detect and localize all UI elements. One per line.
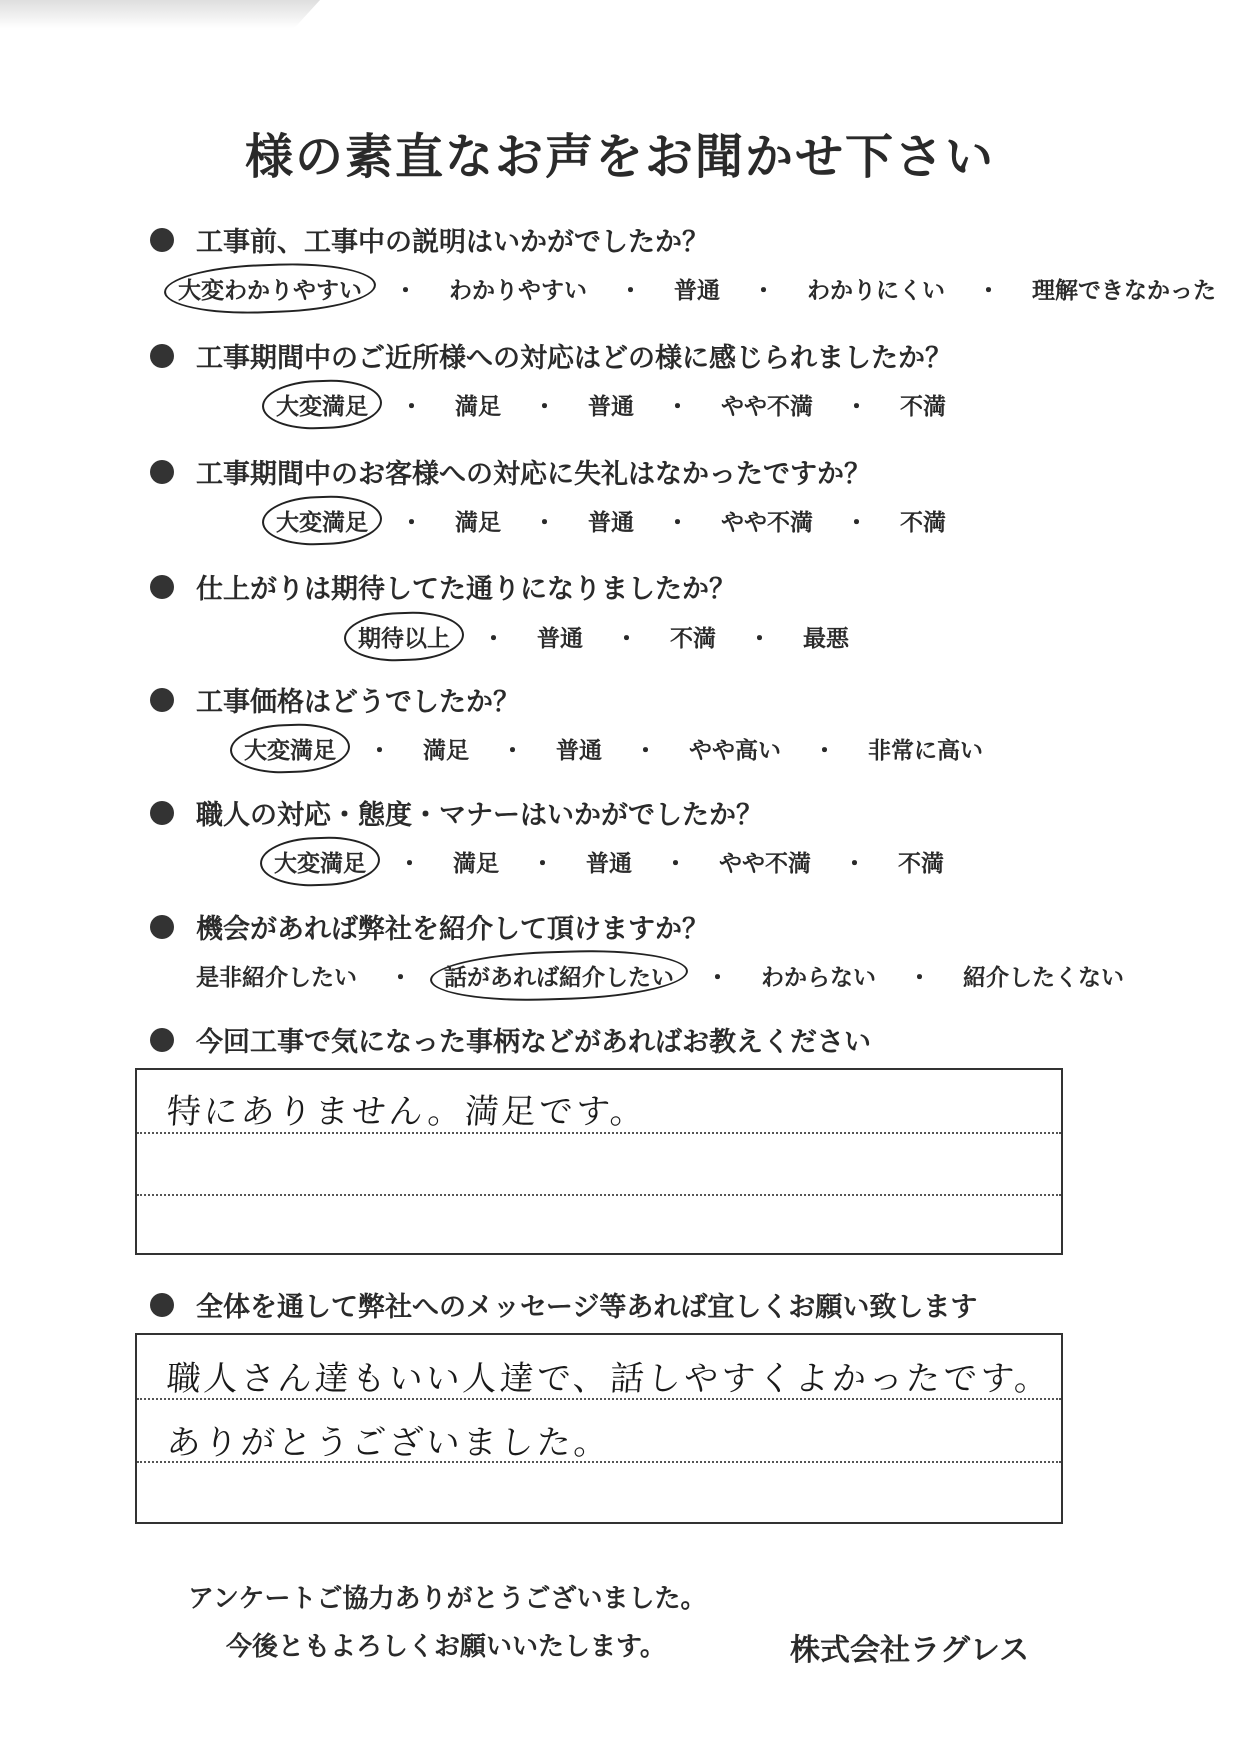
footer-thanks-line-2: 今後ともよろしくお願いいたします。: [226, 1632, 666, 1662]
handwritten-comment-line: ありがとうございました。: [165, 1423, 613, 1463]
comment-2-question-text: 全体を通して弊社へのメッセージ等あれば宜しくお願い致します: [196, 1292, 978, 1323]
bullet-icon: [150, 228, 174, 252]
separator: ・: [748, 626, 771, 652]
ruled-line: [137, 1194, 1061, 1196]
bullet-icon: [150, 1028, 174, 1052]
separator: ・: [843, 851, 866, 877]
question-1-options: [172, 270, 1222, 307]
option[interactable]: 普通: [556, 738, 602, 764]
separator: ・: [368, 738, 391, 764]
separator: ・: [706, 965, 729, 991]
option[interactable]: 普通: [537, 626, 583, 652]
option[interactable]: やや不満: [721, 394, 813, 420]
option[interactable]: やや不満: [719, 851, 811, 877]
question-2-text: 工事期間中のご近所様への対応はどの様に感じられましたか？: [196, 343, 952, 374]
question-4: [150, 567, 736, 606]
option[interactable]: 満足: [423, 738, 469, 764]
option[interactable]: わからない: [761, 965, 876, 991]
option-selected[interactable]: 大変満足: [270, 502, 374, 539]
question-5: [150, 680, 520, 719]
option[interactable]: 普通: [674, 278, 720, 304]
question-1-text: 工事前、工事中の説明はいかがでしたか？: [196, 227, 709, 258]
separator: ・: [666, 510, 689, 536]
bullet-icon: [150, 344, 174, 368]
option[interactable]: 不満: [900, 394, 946, 420]
page-title: 様の素直なお声をお聞かせ下さい: [244, 129, 995, 185]
option[interactable]: わかりやすい: [449, 278, 587, 304]
option[interactable]: 普通: [588, 394, 634, 420]
option[interactable]: 不満: [898, 851, 944, 877]
question-7: [150, 907, 709, 946]
question-2: [150, 336, 952, 375]
option[interactable]: 普通: [586, 851, 632, 877]
bullet-icon: [150, 575, 174, 599]
option-selected[interactable]: 大変満足: [270, 386, 374, 423]
separator: ・: [977, 278, 1000, 304]
footer-thanks-line-1: アンケートご協力ありがとうございました。: [188, 1584, 707, 1614]
separator: ・: [666, 394, 689, 420]
comment-2-question: [150, 1285, 977, 1324]
option[interactable]: 理解できなかった: [1032, 278, 1216, 304]
option[interactable]: 是非紹介したい: [196, 965, 357, 991]
question-5-options: [238, 730, 989, 767]
separator: ・: [634, 738, 657, 764]
question-6-text: 職人の対応・態度・マナーはいかがでしたか？: [196, 800, 763, 831]
comment-1-question-text: 今回工事で気になった事柄などがあればお教えください: [196, 1027, 871, 1058]
question-7-text: 機会があれば弊社を紹介して頂けますか？: [196, 914, 709, 945]
bullet-icon: [150, 1293, 174, 1317]
option[interactable]: 非常に高い: [868, 738, 983, 764]
option[interactable]: 不満: [670, 626, 716, 652]
question-6: [150, 793, 763, 832]
separator: ・: [531, 851, 554, 877]
bullet-icon: [150, 460, 174, 484]
option[interactable]: 満足: [455, 394, 501, 420]
separator: ・: [533, 510, 556, 536]
separator: ・: [501, 738, 524, 764]
question-3-text: 工事期間中のお客様への対応に失礼はなかったですか？: [196, 459, 871, 490]
question-5-text: 工事価格はどうでしたか？: [196, 687, 520, 718]
separator: ・: [664, 851, 687, 877]
separator: ・: [813, 738, 836, 764]
separator: ・: [615, 626, 638, 652]
option-selected[interactable]: 大変わかりやすい: [172, 270, 368, 307]
separator: ・: [908, 965, 931, 991]
question-4-options: [352, 618, 855, 655]
comment-1-question: [150, 1020, 871, 1059]
bullet-icon: [150, 688, 174, 712]
option[interactable]: 不満: [900, 510, 946, 536]
separator: ・: [533, 394, 556, 420]
separator: ・: [398, 851, 421, 877]
option[interactable]: 満足: [453, 851, 499, 877]
comment-1-box[interactable]: [135, 1068, 1063, 1255]
comment-2-box[interactable]: [135, 1333, 1063, 1524]
separator: ・: [394, 278, 417, 304]
separator: ・: [752, 278, 775, 304]
company-name: 株式会社ラグレス: [790, 1633, 1030, 1668]
question-3: [150, 452, 871, 491]
question-3-options: [270, 502, 952, 539]
option[interactable]: わかりにくい: [807, 278, 945, 304]
separator: ・: [400, 510, 423, 536]
separator: ・: [619, 278, 642, 304]
question-4-text: 仕上がりは期待してた通りになりましたか？: [196, 574, 736, 605]
separator: ・: [845, 394, 868, 420]
option[interactable]: 紹介したくない: [963, 965, 1124, 991]
option[interactable]: 普通: [588, 510, 634, 536]
handwritten-comment-line: 職人さん達もいい人達で、話しやすくよかったです。: [165, 1359, 1053, 1399]
scan-shadow: [0, 0, 320, 28]
option[interactable]: やや高い: [689, 738, 781, 764]
question-6-options: [268, 843, 950, 880]
option[interactable]: 最悪: [803, 626, 849, 652]
separator: ・: [482, 626, 505, 652]
option-selected[interactable]: 話があれば紹介したい: [438, 957, 680, 994]
option-selected[interactable]: 大変満足: [238, 730, 342, 767]
question-1: [150, 220, 709, 259]
question-2-options: [270, 386, 952, 423]
bullet-icon: [150, 801, 174, 825]
handwritten-comment-line: 特にありません。満足です。: [165, 1092, 649, 1132]
option[interactable]: やや不満: [721, 510, 813, 536]
separator: ・: [389, 965, 412, 991]
bullet-icon: [150, 915, 174, 939]
option[interactable]: 満足: [455, 510, 501, 536]
option-selected[interactable]: 期待以上: [352, 618, 456, 655]
question-7-options: [190, 957, 1130, 994]
separator: ・: [845, 510, 868, 536]
option-selected[interactable]: 大変満足: [268, 843, 372, 880]
separator: ・: [400, 394, 423, 420]
